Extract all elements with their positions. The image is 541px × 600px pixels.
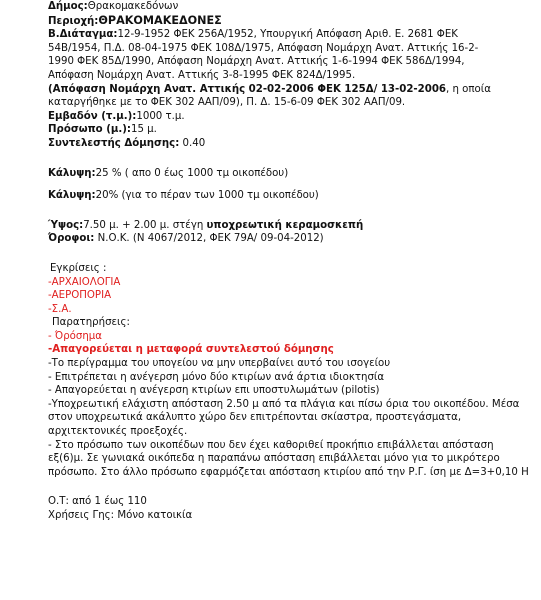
coverage-2-value: 20% (για το πέραν των 1000 τμ οικοπέδου) bbox=[95, 190, 319, 202]
height-label: Ύψος: bbox=[48, 219, 84, 231]
remark-pilotis: - Απαγορεύεται η ανέγερση κτιρίων επι υποστυλωμάτων (pilotis) bbox=[48, 385, 380, 397]
frontage-line bbox=[48, 123, 538, 137]
decree-bold-rest: , η οποία bbox=[446, 83, 491, 95]
decree-label: Β.Διάταγμα: bbox=[48, 29, 118, 41]
remark-frontage-2: εξ(6)μ. Σε γωνιακά οικόπεδα η παραπάνω απόσταση επιβάλλεται μόνο για το μικρότερο bbox=[48, 453, 500, 465]
remark-setback-1: -Υποχρεωτική ελάχιστη απόσταση 2.50 μ από τα πλάγια και πίσω όρια του οικοπέδου. Μέσα bbox=[48, 398, 520, 410]
municipality-line bbox=[48, 0, 538, 14]
area-size-value: 1000 τ.μ. bbox=[136, 110, 185, 122]
height-value: 7.50 μ. + 2.00 μ. στέγη bbox=[83, 219, 207, 231]
zoning-document bbox=[48, 0, 538, 523]
remark-setback-2: στον υποχρεωτικά ακάλυπτο χώρο δεν επιτρέπονται σκίαστρα, προστεγάσματα, bbox=[48, 412, 462, 424]
remark-two-buildings: - Επιτρέπεται η ανέγερση μόνο δύο κτιρίων ανά άρτια ιδιοκτησία bbox=[48, 371, 385, 383]
area-size-line bbox=[48, 110, 538, 124]
area-size-label: Εμβαδόν (τ.μ.): bbox=[48, 110, 137, 122]
municipality-value: Θρακομακεδόνων bbox=[87, 1, 179, 12]
approval-sa: -Σ.Α. bbox=[48, 303, 72, 315]
decree-line-4: Απόφαση Νομάρχη Ανατ. Αττικής 3-8-1995 ΦΕΚ 824Δ/1995. bbox=[48, 69, 356, 81]
decree-line-1 bbox=[48, 28, 538, 42]
coverage-line-1 bbox=[48, 167, 538, 181]
coverage-2-label: Κάλυψη: bbox=[48, 190, 96, 202]
decree-line-3: 1990 ΦΕΚ 85Δ/1990, Απόφαση Νομάρχη Ανατ. Αττικής 1-6-1994 ΦΕΚ 586Δ/1994, bbox=[48, 56, 465, 68]
area-label: Περιοχή: bbox=[48, 15, 99, 27]
approvals-heading: Εγκρίσεις : bbox=[50, 262, 107, 274]
remark-basement: -Το περίγραμμα του υπογείου να μην υπερβαίνει αυτό του ισογείου bbox=[48, 358, 391, 370]
decree-line-5 bbox=[48, 83, 538, 97]
building-coefficient-label: Συντελεστής Δόμησης: bbox=[48, 137, 180, 149]
approval-archaeology: -ΑΡΧΑΙΟΛΟΓΙΑ bbox=[48, 276, 121, 288]
building-coefficient-value: 0.40 bbox=[179, 137, 206, 149]
coverage-1-value: 25 % ( απο 0 έως 1000 τμ οικοπέδου) bbox=[95, 167, 289, 179]
decree-line-6: καταργήθηκε με το ΦΕΚ 302 ΑΑΠ/09), Π. Δ. 15-6-09 ΦΕΚ 302 ΑΑΠ/09. bbox=[48, 97, 406, 109]
land-use-line: Χρήσεις Γης: Μόνο κατοικία bbox=[48, 510, 193, 521]
remark-frontage-1: - Στο πρόσωπο των οικοπέδων που δεν έχει καθοριθεί προκήπιο επιβάλλεται απόσταση bbox=[48, 439, 494, 451]
frontage-label: Πρόσωπο (μ.): bbox=[48, 124, 131, 136]
decree-bold-part: (Απόφαση Νομάρχη Ανατ. Αττικής 02-02-2006 ΦΕΚ 125Δ/ 13-02-2006 bbox=[48, 83, 447, 95]
coverage-1-label: Κάλυψη: bbox=[48, 167, 96, 179]
coverage-line-2 bbox=[48, 189, 538, 203]
decree-line-2: 54Β/1954, Π.Δ. 08-04-1975 ΦΕΚ 108Δ/1975, Απόφαση Νομάρχη Ανατ. Αττικής 16-2- bbox=[48, 42, 479, 54]
remarks-heading: Παρατηρήσεις: bbox=[52, 317, 130, 329]
decree-text-1: 12-9-1952 ΦΕΚ 256Α/1952, Υπουργική Απόφαση Αριθ. Ε. 2681 ΦΕΚ bbox=[117, 29, 458, 41]
remark-setback-3: αρχιτεκτονικές προεξοχές. bbox=[48, 426, 188, 438]
floors-line bbox=[48, 232, 538, 246]
building-coefficient-line bbox=[48, 137, 538, 151]
height-bold-value: υποχρεωτική κεραμοσκεπή bbox=[206, 219, 364, 231]
floors-label: Όροφοι: bbox=[48, 233, 95, 245]
floors-value: Ν.Ο.Κ. (Ν 4067/2012, ΦΕΚ 79Α/ 09-04-2012) bbox=[94, 233, 324, 245]
approval-aviation: -ΑΕΡΟΠΟΡΙΑ bbox=[48, 290, 112, 302]
municipality-label: Δήμος: bbox=[48, 1, 88, 12]
area-line bbox=[48, 14, 538, 29]
remark-landmarks: - Όρόσημα bbox=[48, 330, 103, 342]
remark-transfer-ban: -Απαγορεύεται η μεταφορά συντελεστού δόμησης bbox=[48, 344, 334, 356]
remark-frontage-3: πρόσωπο. Στο άλλο πρόσωπο εφαρμόζεται απόσταση κτιρίου από την Ρ.Γ. ίση με Δ=3+0,10 Η bbox=[48, 466, 529, 478]
height-line bbox=[48, 219, 538, 233]
area-value: ΘΡΑΚΟΜΑΚΕΔΟΝΕΣ bbox=[98, 13, 222, 27]
frontage-value: 15 μ. bbox=[130, 124, 157, 136]
blocks-line: Ο.Τ: από 1 έως 110 bbox=[48, 496, 147, 508]
